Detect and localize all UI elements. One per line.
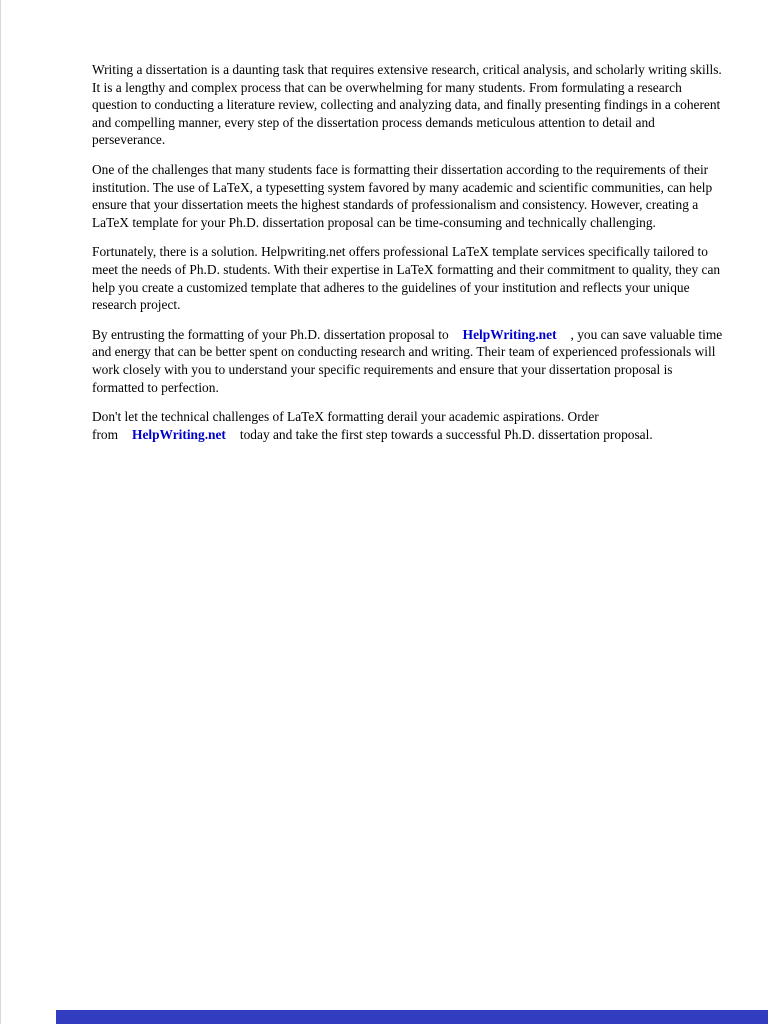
document-body-text (92, 61, 724, 455)
paragraph-text: , you can save valuable time and energy that can be better spent on conducting research and writing. Their team of experienced professionals will work closely with you to understand your specific requirements and ensure that your dissertation proposal is formatted to perfection. (92, 326, 723, 395)
paragraph-text: Don't let the technical challenges of LaTeX formatting derail your academic aspirations. Order from (92, 409, 599, 442)
paragraph-text: Writing a dissertation is a daunting task that requires extensive research, critical analysis, and scholarly writing skills. It is a lengthy and complex process that can be overwhelming for many students. From formulating a research question to conducting a literature review, collecting and analyzing data, and finally presenting findings in a coherent and compelling manner, every step of the dissertation process demands meticulous attention to detail and perseverance. (92, 62, 722, 148)
paragraph-solution (92, 243, 724, 313)
paragraph-intro (92, 61, 724, 149)
helpwriting-link[interactable]: HelpWriting.net (462, 326, 557, 342)
helpwriting-link[interactable]: HelpWriting.net (132, 426, 226, 442)
paragraph-text: Fortunately, there is a solution. Helpwriting.net offers professional LaTeX template services specifically tailored to meet the needs of Ph.D. students. With their expertise in LaTeX formatting and their commitment to quality, they can help you create a customized template that adheres to the guidelines of your institution and reflects your unique research project. (92, 244, 721, 313)
paragraph-challenges (92, 161, 724, 231)
paragraph-cta (92, 408, 724, 443)
paragraph-text: By entrusting the formatting of your Ph.D. dissertation proposal to (92, 326, 449, 342)
viewer-bottom-bar (56, 1010, 768, 1024)
paragraph-text: today and take the first step towards a successful Ph.D. dissertation proposal. (239, 426, 653, 442)
paragraph-text: One of the challenges that many students face is formatting their dissertation according to the requirements of their institution. The use of LaTeX, a typesetting system favored by many academic and scientific communities, can help ensure that your dissertation meets the highest standards of professionalism and consistency. However, creating a LaTeX template for your Ph.D. dissertation proposal can be time-consuming and technically challenging. (92, 161, 713, 230)
paragraph-entrusting (92, 326, 724, 396)
